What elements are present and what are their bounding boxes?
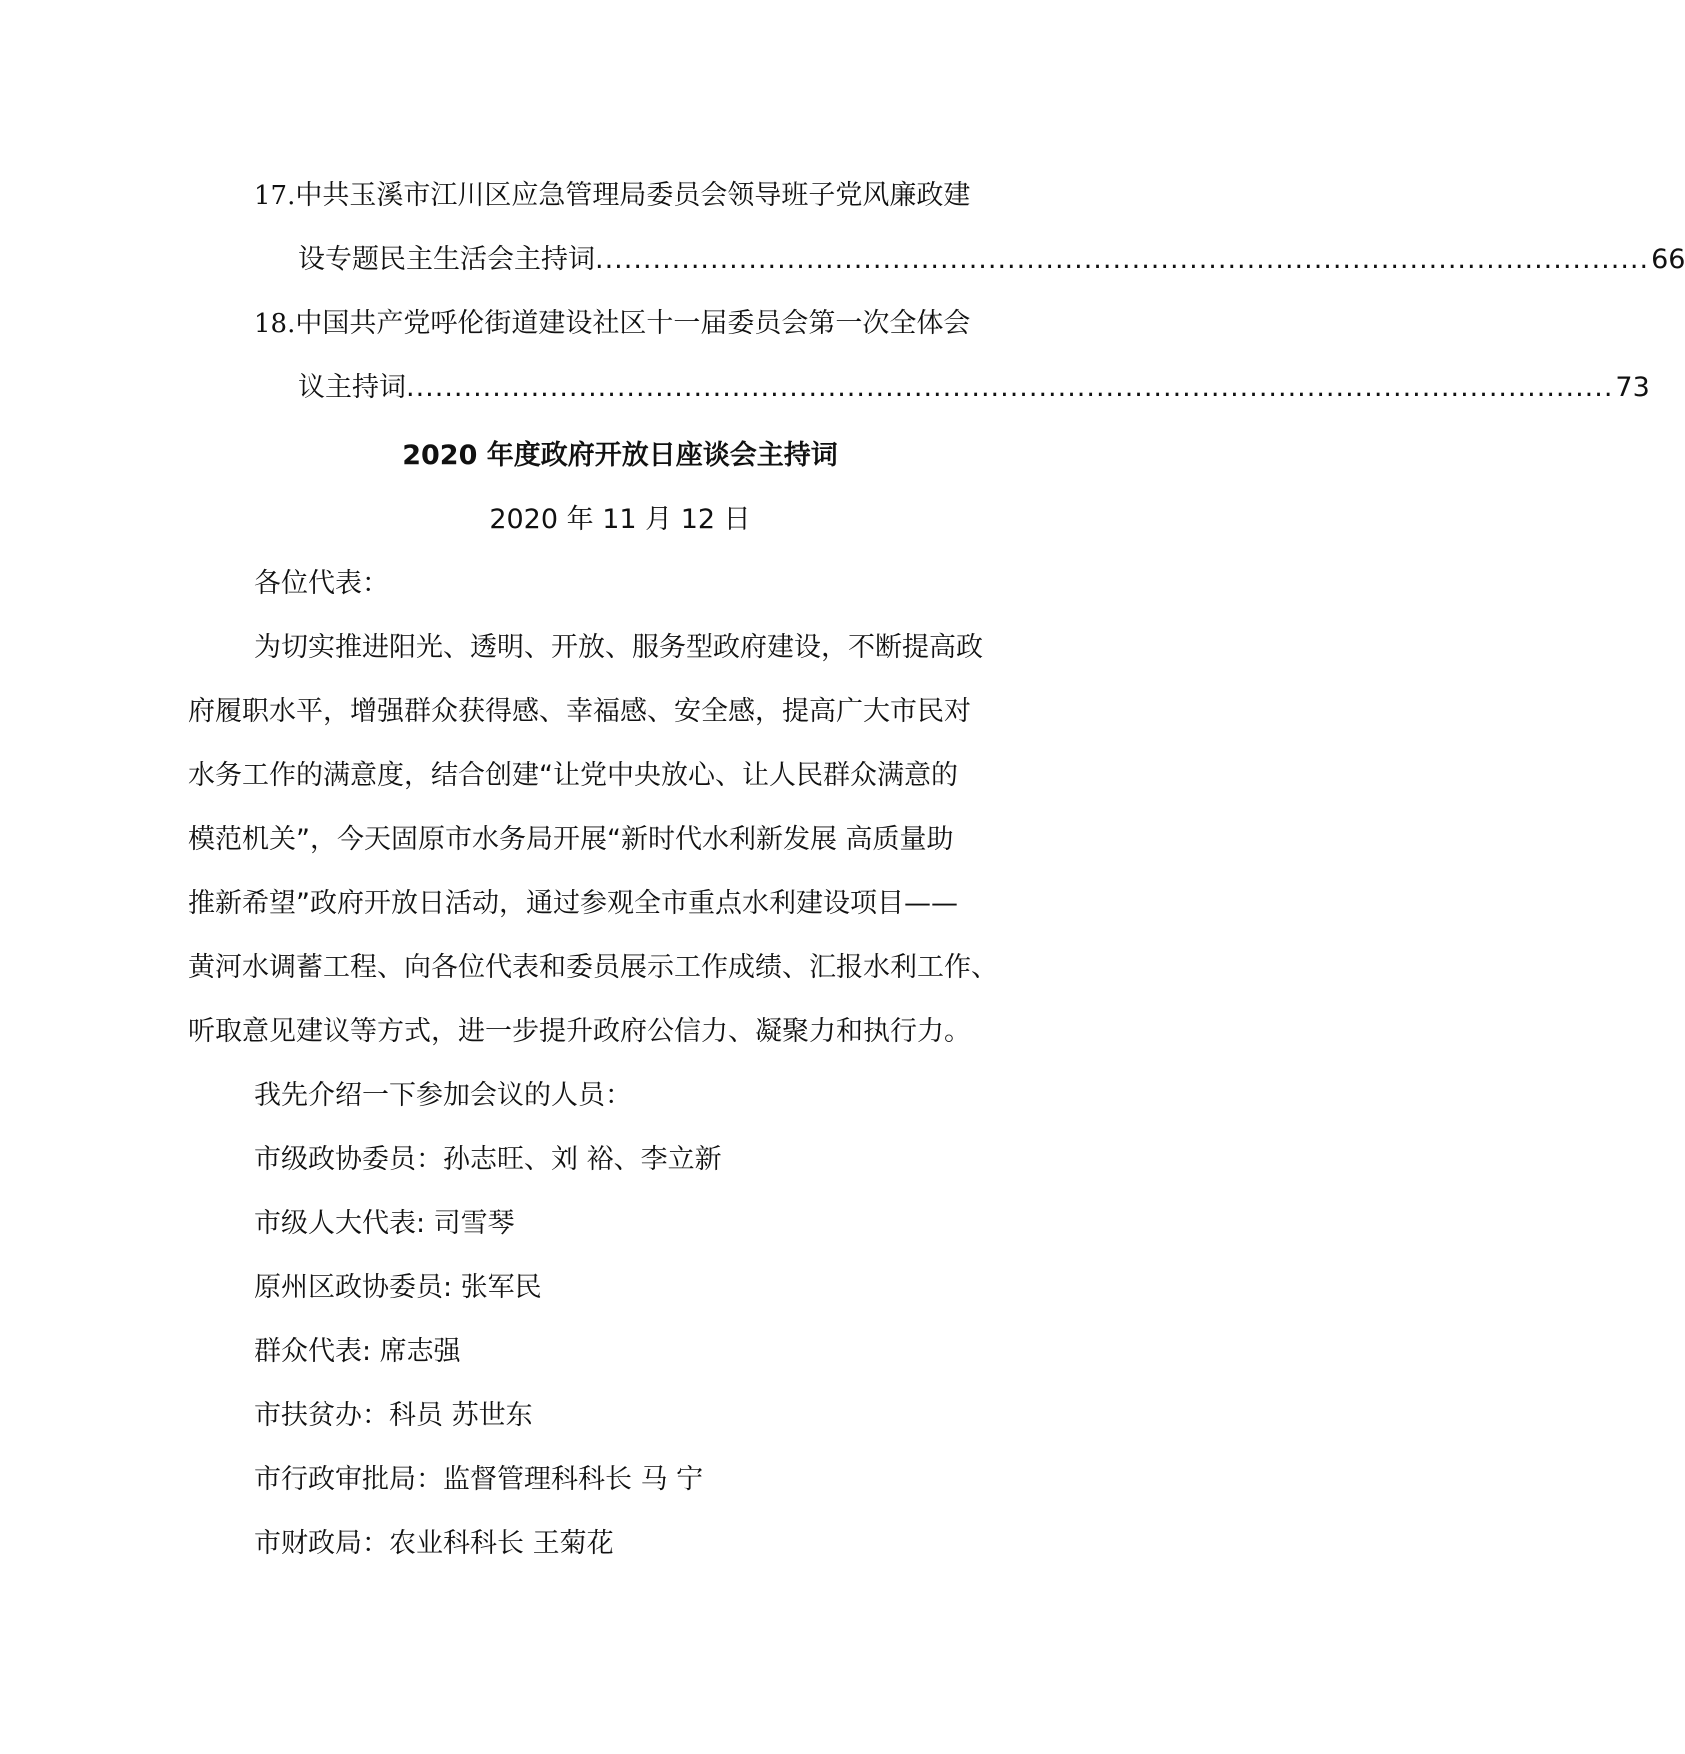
toc-entry-17-line2	[298, 240, 1685, 280]
toc-page-number: 73	[1615, 372, 1650, 403]
toc-entry-title: 中国共产党呼伦街道建设社区十一届委员会第一次全体会	[295, 308, 971, 339]
attendee-line: 市级政协委员：孙志旺、刘 裕、李立新	[254, 1144, 722, 1175]
toc-page-number: 66	[1651, 244, 1685, 275]
paragraph-line: 模范机关”，今天固原市水务局开展“新时代水利新发展 高质量助	[188, 824, 954, 855]
toc-entry-title-continued: 议主持词	[298, 372, 406, 403]
attendee-line: 市财政局：农业科科长 王菊花	[254, 1528, 614, 1559]
attendee-line: 市行政审批局：监督管理科科长 马 宁	[254, 1464, 704, 1495]
attendee-intro: 我先介绍一下参加会议的人员：	[254, 1080, 632, 1111]
attendee-line: 群众代表: 席志强	[254, 1336, 461, 1367]
attendee-line: 市级人大代表: 司雪琴	[254, 1208, 515, 1239]
attendee-line: 原州区政协委员: 张军民	[254, 1272, 542, 1303]
toc-entry-title-continued: 设专题民主生活会主持词	[298, 244, 595, 275]
toc-entry-title: 中共玉溪市江川区应急管理局委员会领导班子党风廉政建	[295, 180, 971, 211]
paragraph-line: 推新希望”政府开放日活动，通过参观全市重点水利建设项目——	[188, 888, 958, 919]
document-date: 2020 年 11 月 12 日	[489, 504, 751, 535]
attendee-line: 市扶贫办：科员 苏世东	[254, 1400, 533, 1431]
paragraph-line: 为切实推进阳光、透明、开放、服务型政府建设，不断提高政	[254, 632, 983, 663]
toc-entry-number: 17.	[254, 181, 296, 211]
toc-leader-dots: ..............................................................................................................	[595, 244, 1650, 275]
salutation: 各位代表：	[254, 568, 389, 599]
toc-entry-number: 18.	[254, 309, 296, 339]
toc-entry-18-line1	[254, 304, 970, 344]
paragraph-line: 水务工作的满意度，结合创建“让党中央放心、让人民群众满意的	[188, 760, 958, 791]
document-title: 2020 年度政府开放日座谈会主持词	[402, 440, 838, 471]
paragraph-line: 听取意见建议等方式，进一步提升政府公信力、凝聚力和执行力。	[188, 1016, 971, 1047]
toc-entry-18-line2	[298, 368, 1650, 408]
paragraph-line: 府履职水平，增强群众获得感、幸福感、安全感，提高广大市民对	[188, 696, 971, 727]
toc-leader-dots: ..............................................................................................................................	[406, 372, 1614, 403]
toc-entry-17-line1	[254, 176, 970, 216]
paragraph-line: 黄河水调蓄工程、向各位代表和委员展示工作成绩、汇报水利工作、	[188, 952, 998, 983]
